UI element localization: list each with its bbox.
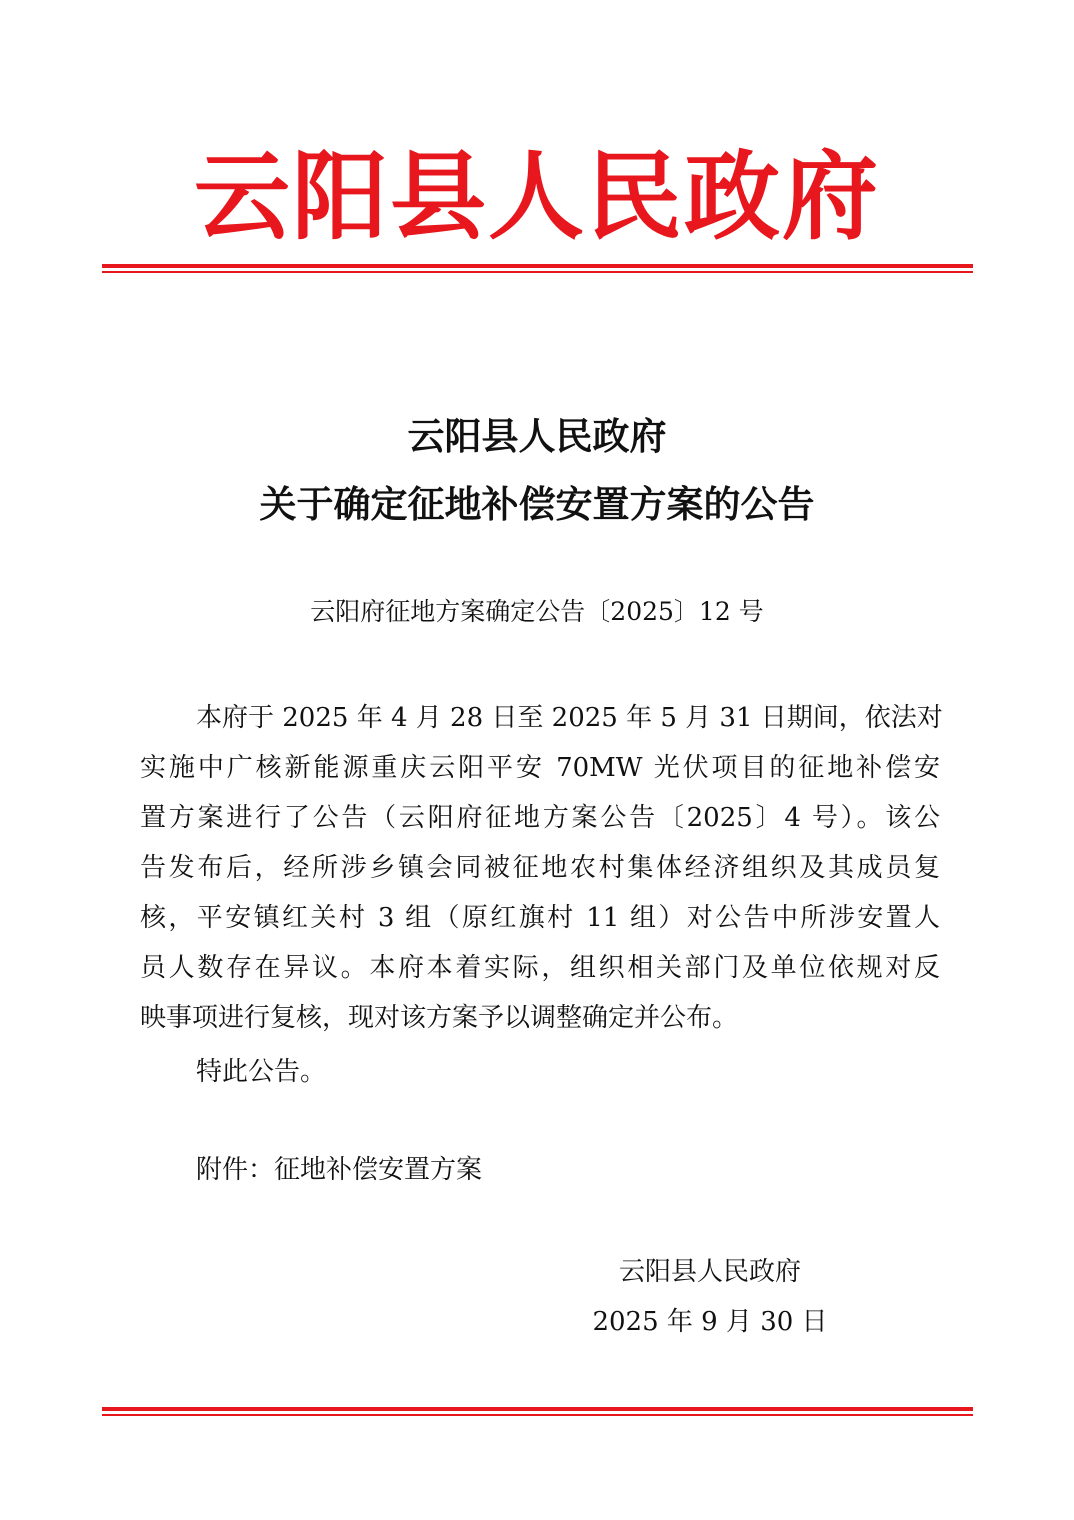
attachment-label: 附件：征地补偿安置方案 [196, 1155, 483, 1185]
notice-title-line-2: 关于确定征地补偿安置方案的公告 [259, 482, 815, 526]
body-line-1: 本府于 2025 年 4 月 28 日至 2025 年 5 月 31 日期间，依法对 [196, 703, 943, 733]
body-line-2: 实施中广核新能源重庆云阳平安 70MW 光伏项目的征地补偿安 [140, 753, 940, 783]
document-number: 云阳府征地方案确定公告〔2025〕12 号 [310, 597, 764, 626]
footer-divider [102, 1407, 973, 1416]
body-line-7: 映事项进行复核，现对该方案予以调整确定并公布。 [140, 1003, 739, 1033]
body-line-4: 告发布后，经所涉乡镇会同被征地农村集体经济组织及其成员复 [140, 853, 940, 883]
body-line-5: 核，平安镇红关村 3 组（原红旗村 11 组）对公告中所涉安置人 [140, 903, 940, 933]
notice-title-line-1: 云阳县人民政府 [407, 414, 667, 458]
masthead-title: 云阳县人民政府 [194, 140, 880, 253]
closing-text: 特此公告。 [196, 1057, 327, 1087]
body-line-6: 员人数存在异议。本府本着实际，组织相关部门及单位依规对反 [140, 953, 940, 983]
body-line-3: 置方案进行了公告（云阳府征地方案公告〔2025〕4 号）。该公 [140, 803, 940, 833]
signature-date: 2025 年 9 月 30 日 [592, 1307, 828, 1337]
signature-org: 云阳县人民政府 [618, 1257, 801, 1287]
masthead-divider [102, 264, 973, 273]
